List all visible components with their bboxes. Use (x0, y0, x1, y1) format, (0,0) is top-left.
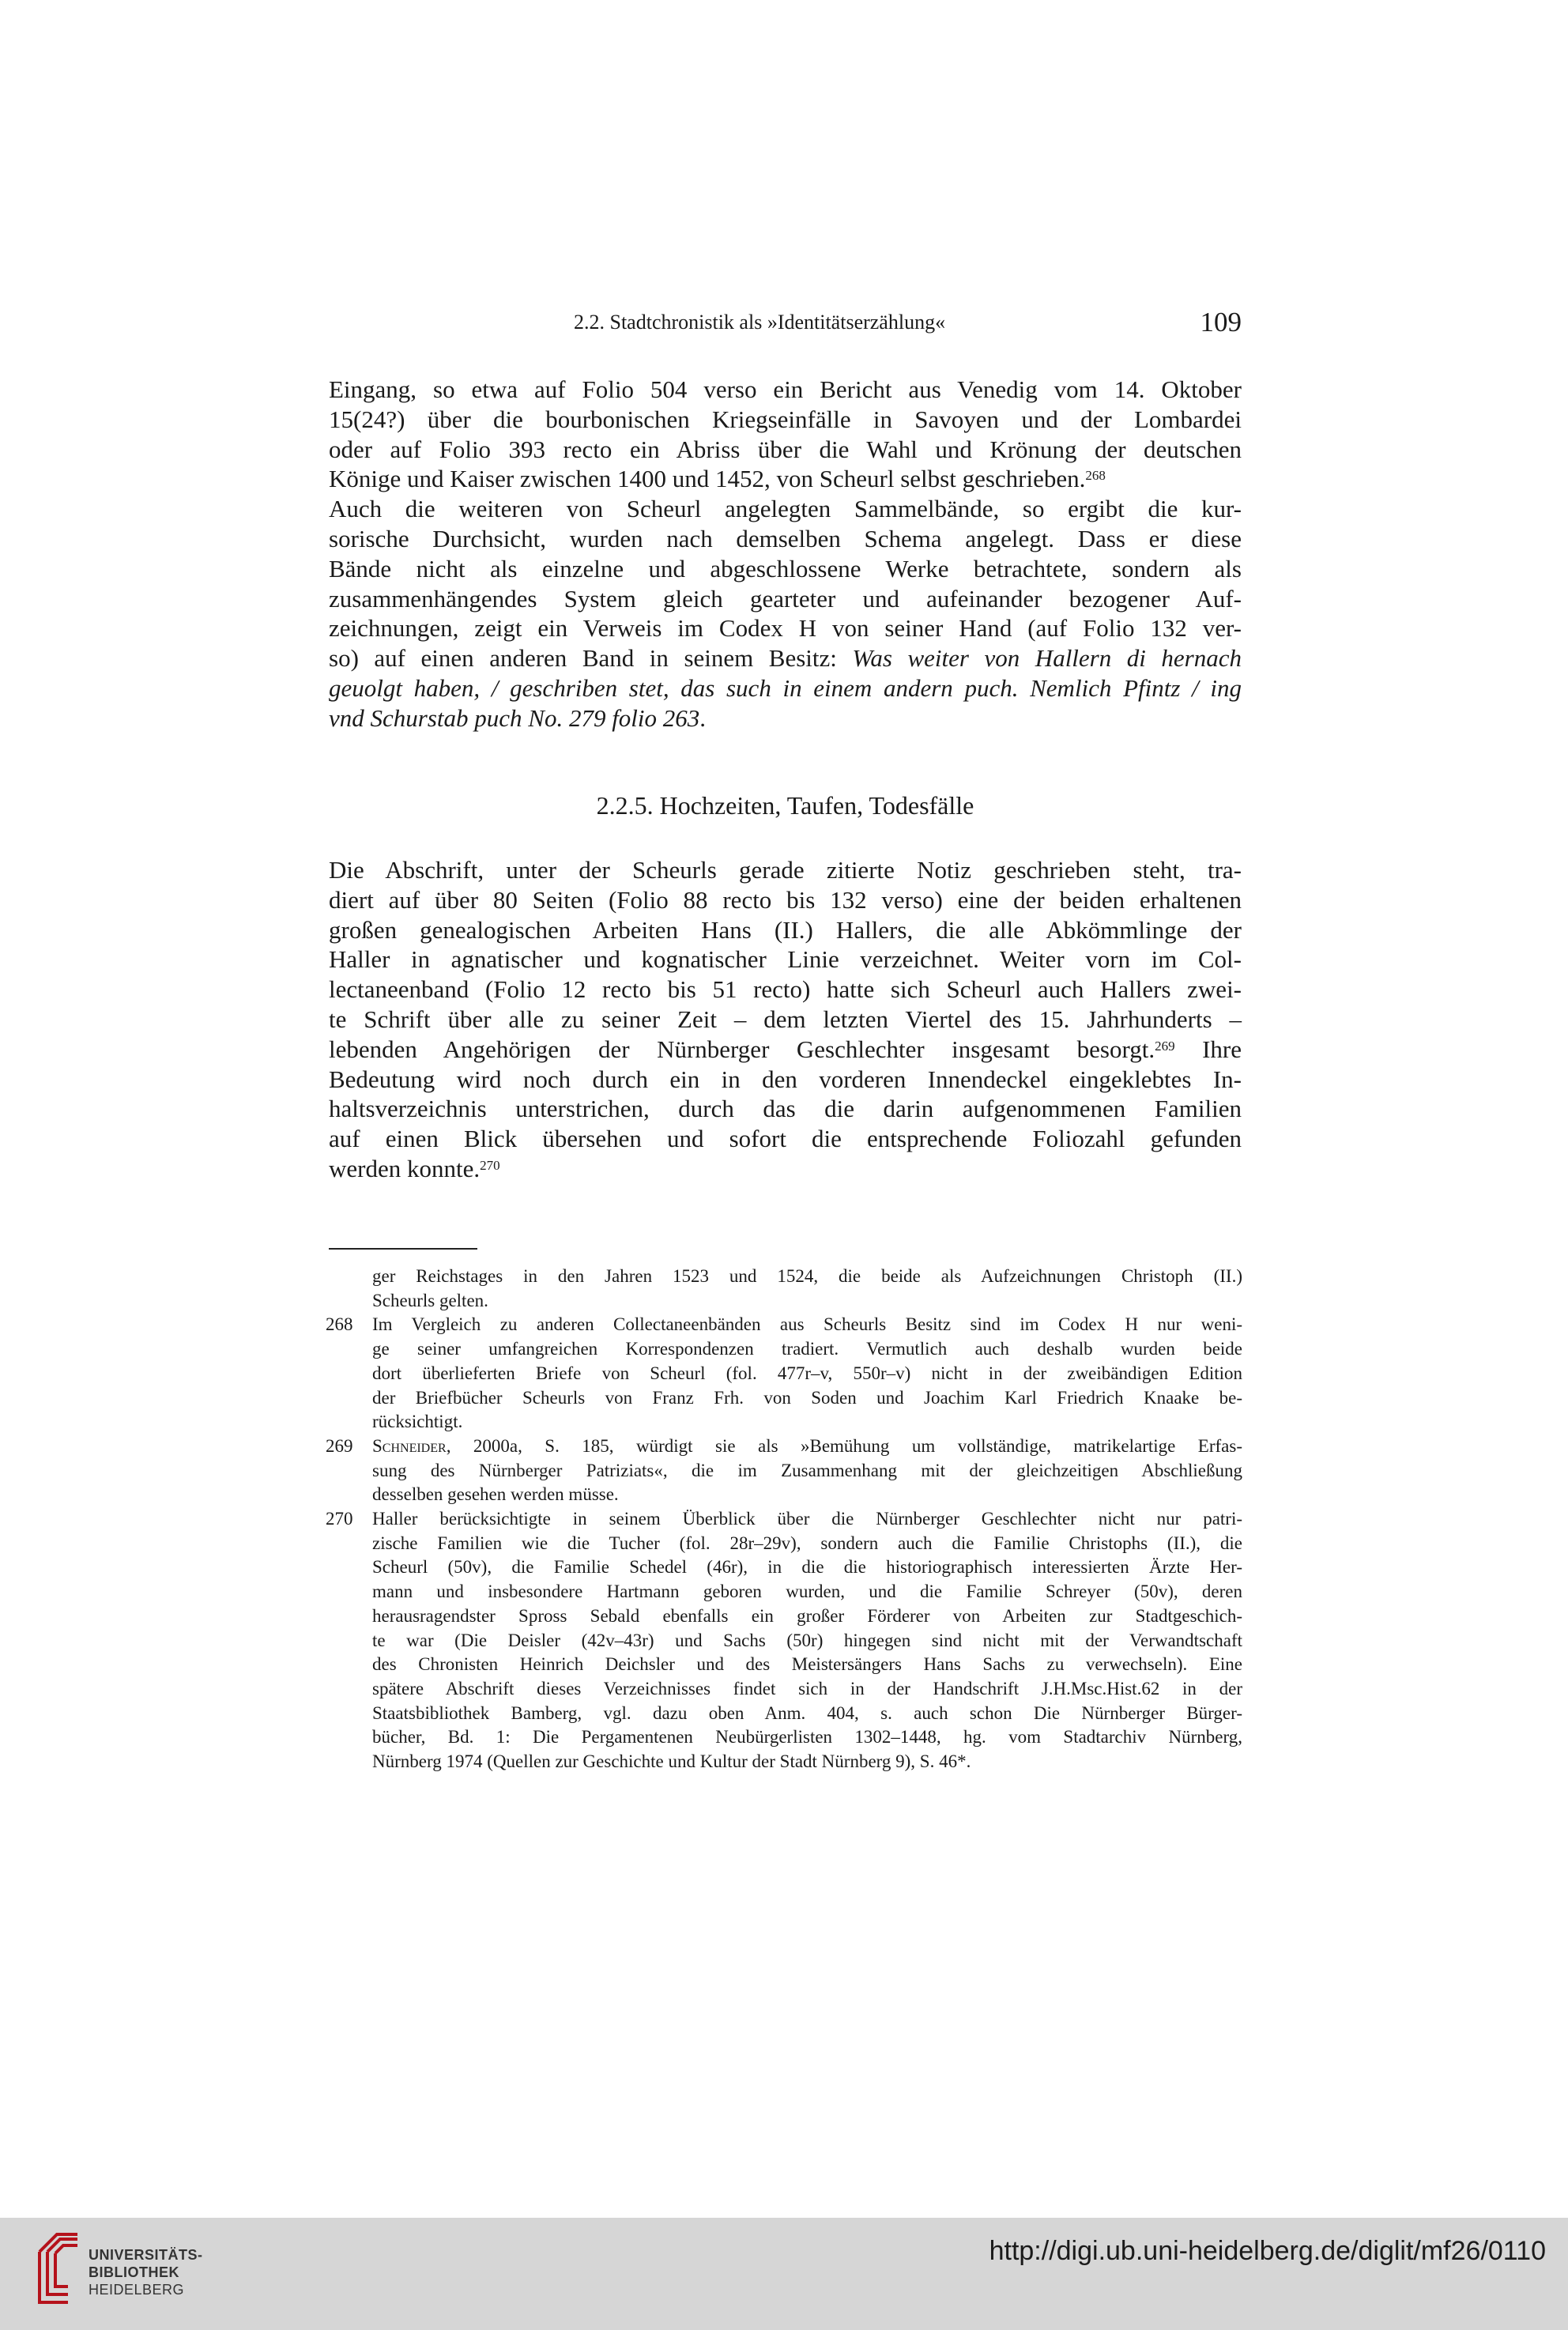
footnote-number: 269 (326, 1435, 353, 1456)
footnote-line: Haller berücksichtigte in seinem Überblick über die Nürnberger Geschlechter nicht nur patri- (372, 1509, 1242, 1529)
text-line: zusammenhängendes System gleich gearteter und aufeinander bezogener Auf- (329, 584, 1242, 613)
text-line: lectaneenband (Folio 12 recto bis 51 recto) hatte sich Scheurl auch Hallers zwei- (329, 975, 1242, 1004)
text-line: zeichnungen, zeigt ein Verweis im Codex H von seiner Hand (auf Folio 132 ver- (329, 614, 1242, 643)
text-line: auf einen Blick übersehen und sofort die entsprechende Foliozahl gefunden (329, 1125, 1242, 1153)
footnote-line: bücher, Bd. 1: Die Pergamentenen Neubürgerlisten 1302–1448, hg. vom Stadtarchiv Nürnberg, (372, 1727, 1242, 1748)
text-line: vnd Schurstab puch No. 279 folio 263. (329, 703, 707, 732)
footnote-ref[interactable]: 269 (1155, 1038, 1175, 1054)
library-logo-icon (36, 2228, 81, 2307)
footnote-line: zische Familien wie die Tucher (fol. 28r–29v), sondern auch die Familie Christophs (II.), die (372, 1533, 1242, 1553)
footnote-line: Im Vergleich zu anderen Collectaneenbänden aus Scheurls Besitz sind im Codex H nur weni- (372, 1314, 1242, 1335)
footnote-line: dort überlieferten Briefe von Scheurl (fol. 477r–v, 550r–v) nicht in der zweibändigen Edition (372, 1363, 1242, 1383)
text-line: oder auf Folio 393 recto ein Abriss über die Wahl und Krönung der deutschen (329, 435, 1242, 463)
text-line: lebenden Angehörigen der Nürnberger Geschlechter insgesamt besorgt.$^{269}$ Ihre (329, 1035, 1242, 1063)
footnote-line: rücksichtigt. (372, 1412, 463, 1432)
library-name-line: UNIVERSITÄTS- (89, 2247, 203, 2263)
footnote-number: 268 (326, 1314, 353, 1335)
text-line: te Schrift über alle zu seiner Zeit – dem letzten Viertel des 15. Jahrhunderts – (329, 1005, 1242, 1033)
footnote-line: Staatsbibliothek Bamberg, vgl. dazu oben Anm. 404, s. auch schon Die Nürnberger Bürger- (372, 1702, 1242, 1723)
quotation-italic: Was weiter von Hallern di hernach (852, 644, 1242, 673)
footnote-line: ge seiner umfangreichen Korrespondenzen tradiert. Vermutlich auch deshalb wurden beide (372, 1339, 1242, 1359)
library-name (89, 2246, 203, 2298)
footnote-line: Scheurls gelten. (372, 1290, 488, 1310)
text-line: Die Abschrift, unter der Scheurls gerade zitierte Notiz geschrieben steht, tra- (329, 856, 1242, 884)
text-line: haltsverzeichnis unterstrichen, durch das die darin aufgenommenen Familien (329, 1095, 1242, 1123)
footnote-line: der Briefbücher Scheurls von Franz Frh. von Soden und Joachim Karl Friedrich Knaake be- (372, 1387, 1242, 1408)
text-line (329, 673, 1242, 703)
footnote-line: ger Reichstages in den Jahren 1523 und 1524, die beide als Aufzeichnungen Christoph (II.) (372, 1266, 1242, 1286)
footnote-line: te war (Die Deisler (42v–43r) und Sachs (50r) hingegen sind nicht mit der Verwandtschaft (372, 1630, 1242, 1650)
library-name-line: HEIDELBERG (89, 2282, 185, 2298)
running-title: 2.2. Stadtchronistik als »Identitätserzählung« (574, 311, 946, 334)
footnote-line: des Chronisten Heinrich Deichsler und des Meistersängers Hans Sachs zu verwechseln). Eine (372, 1654, 1242, 1675)
footnote-line: desselben gesehen werden müsse. (372, 1484, 619, 1505)
text-line: so) auf einen anderen Band in seinem Besitz: Was weiter von Hallern di hernach (329, 644, 1242, 673)
footnote-continuation (326, 1265, 1242, 1313)
text-line: Eingang, so etwa auf Folio 504 verso ein Bericht aus Venedig vom 14. Oktober (329, 375, 1242, 403)
quotation-italic: geuolgt haben, / geschriben stet, das such in einem andern puch. Nemlich Pfintz / ing (329, 673, 1242, 702)
footnote-ref[interactable]: 268 (1085, 468, 1106, 484)
text-line: Bände nicht als einzelne und abgeschlossene Werke betrachtete, sondern als (329, 554, 1242, 582)
footnote-line: spätere Abschrift dieses Verzeichnisses findet sich in der Handschrift J.H.Msc.Hist.62 in der (372, 1678, 1242, 1698)
text-line: Bedeutung wird noch durch ein in den vorderen Innendeckel eingeklebtes In- (329, 1065, 1242, 1093)
footnote-269 (326, 1435, 1242, 1507)
footnote-268 (326, 1313, 1242, 1435)
section-heading: 2.2.5. Hochzeiten, Taufen, Todesfälle (596, 791, 974, 820)
author-smallcaps: Schneider (372, 1435, 447, 1456)
footnote-line: mann und insbesondere Hartmann geboren wurden, und die Familie Schreyer (50v), deren (372, 1582, 1242, 1602)
footnote-line: herausragendster Spross Sebald ebenfalls ein großer Förderer von Arbeiten zur Stadtgeschich- (372, 1605, 1242, 1626)
footnotes (326, 1265, 1242, 1774)
quotation-italic: vnd Schurstab puch No. 279 folio 263 (329, 703, 700, 732)
page-number: 109 (1200, 307, 1242, 337)
text-line: diert auf über 80 Seiten (Folio 88 recto bis 132 verso) eine der beiden erhaltenen (329, 885, 1242, 914)
text-line: großen genealogischen Arbeiten Hans (II.) Hallers, die alle Abkömmlinge der (329, 915, 1242, 944)
footnote-line: Scheurl (50v), die Familie Schedel (46r), in die die historiographisch interessierten Ärzte Her- (372, 1557, 1242, 1578)
text-line: werden konnte.$^{270}$ (329, 1154, 500, 1182)
text-line: sorische Durchsicht, wurden nach demselben Schema angelegt. Dass er diese (329, 524, 1242, 552)
text-line: Auch die weiteren von Scheurl angelegten Sammelbände, so ergibt die kur- (329, 495, 1242, 523)
footnote-number: 270 (326, 1509, 353, 1529)
footnote-ref[interactable]: 270 (480, 1157, 500, 1173)
footnote-line: Nürnberg 1974 (Quellen zur Geschichte und Kultur der Stadt Nürnberg 9), S. 46*. (372, 1751, 971, 1772)
text-line: 15(24?) über die bourbonischen Kriegseinfälle in Savoyen und der Lombardei (329, 405, 1242, 433)
text-line: Könige und Kaiser zwischen 1400 und 1452, von Scheurl selbst geschrieben.$^{268}$ (329, 465, 1106, 493)
permalink-url[interactable]: http://digi.ub.uni-heidelberg.de/diglit/mf26/0110 (989, 2236, 1546, 2266)
footnote-line: Schneider, 2000a, S. 185, würdigt sie als »Bemühung um vollständige, matrikelartige Erfas- (372, 1435, 1242, 1456)
body-paragraph-1 (329, 375, 1242, 733)
library-name-line: BIBLIOTHEK (89, 2264, 179, 2280)
footnote-line: sung des Nürnberger Patriziats«, die im Zusammenhang mit der gleichzeitigen Abschließung (372, 1460, 1242, 1480)
text-line: Haller in agnatischer und kognatischer Linie verzeichnet. Weiter vorn im Col- (329, 945, 1242, 974)
footnote-270 (326, 1507, 1242, 1774)
body-paragraph-2 (329, 855, 1242, 1184)
footnote-divider (329, 1248, 477, 1250)
running-head (574, 307, 1242, 341)
